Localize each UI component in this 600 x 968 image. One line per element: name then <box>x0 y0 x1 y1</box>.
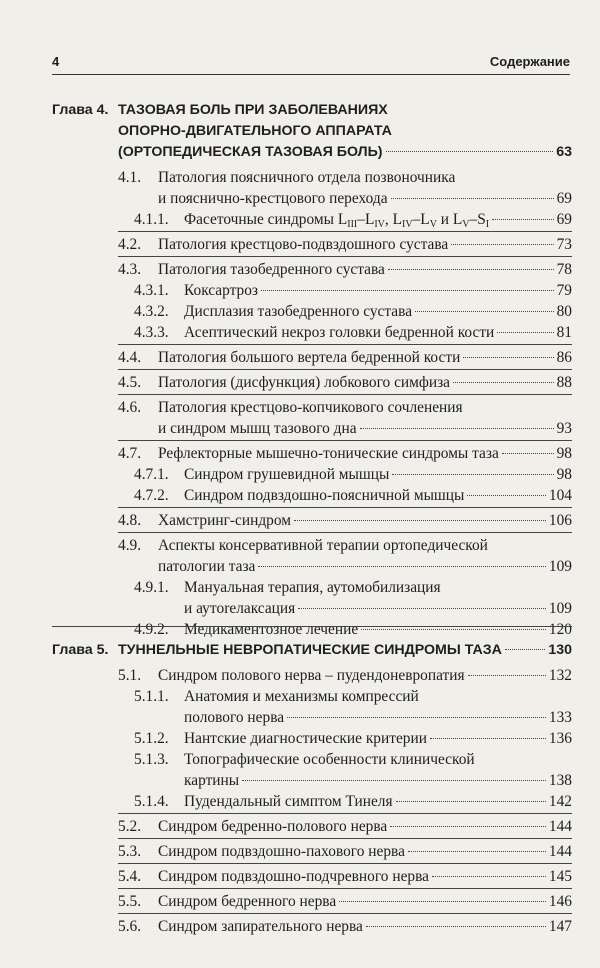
entry-title-line: Аспекты консервативной терапии ортопедической <box>158 537 488 554</box>
dot-leader <box>463 357 553 358</box>
entry-page-number: 104 <box>548 487 572 504</box>
entry-number: 5.2. <box>118 818 142 835</box>
entry-title: Синдром бедренного нерва <box>158 893 337 910</box>
entry-title-line: Патология крестцово-копчикового сочленения <box>158 399 463 416</box>
dot-leader <box>392 474 553 475</box>
entry-title: полового нерва <box>184 709 285 726</box>
formula-part: V <box>462 219 470 230</box>
toc-entry <box>118 259 572 280</box>
chapter-title: (ОРТОПЕДИЧЕСКАЯ ТАЗОВАЯ БОЛЬ) <box>118 144 383 160</box>
dot-leader <box>430 738 546 739</box>
entry-number: 4.3.2. <box>134 303 169 320</box>
entry-page-number: 144 <box>548 818 572 835</box>
dot-leader <box>391 198 554 199</box>
chapter-heading <box>118 142 572 163</box>
entry-title: Синдром подвздошно-подчревного нерва <box>158 868 429 885</box>
entry-number: 4.7. <box>118 445 142 462</box>
toc-entry <box>134 280 572 301</box>
entry-page-number: 120 <box>548 621 572 638</box>
entry-title: Хамстринг-синдром <box>158 512 292 529</box>
entry-page-number: 145 <box>548 868 572 885</box>
toc-entry <box>134 485 572 506</box>
dot-leader <box>294 520 546 521</box>
entry-number: 4.1.1. <box>134 211 169 228</box>
section-divider <box>118 440 572 441</box>
entry-number: 4.6. <box>118 399 142 416</box>
entry-title: Синдром полового нерва – пудендоневропатия <box>158 667 465 684</box>
dot-leader <box>502 453 554 454</box>
toc-entry <box>134 619 572 640</box>
entry-title: Синдром запирательного нерва <box>158 918 363 935</box>
entry-title: Дисплазия тазобедренного сустава <box>184 303 413 320</box>
formula-part: L <box>452 211 463 228</box>
entry-page-number: 88 <box>556 374 572 391</box>
dot-leader <box>505 649 545 650</box>
entry-number: 4.9. <box>118 537 142 554</box>
toc-entry <box>118 816 572 837</box>
entry-number: 4.9.1. <box>134 579 169 596</box>
toc-entry-line <box>134 577 572 598</box>
dot-leader <box>388 269 554 270</box>
entry-page-number: 133 <box>548 709 572 726</box>
formula-part: L <box>420 211 430 228</box>
dot-leader <box>468 675 546 676</box>
toc-entry <box>118 891 572 912</box>
formula-part: – <box>357 211 365 228</box>
entry-number: 5.5. <box>118 893 142 910</box>
toc-entry <box>118 347 572 368</box>
entry-title: и пояснично-крестцового перехода <box>158 190 388 207</box>
formula-part: – <box>412 211 421 228</box>
entry-title: Синдром подвздошно-поясничной мышцы <box>184 487 465 504</box>
entry-number: 5.1.4. <box>134 793 169 810</box>
dot-leader <box>497 332 553 333</box>
entry-page-number: 136 <box>548 730 572 747</box>
chapter-title-line: ТАЗОВАЯ БОЛЬ ПРИ ЗАБОЛЕВАНИЯХ <box>118 102 388 118</box>
formula-part: L <box>392 211 403 228</box>
entry-title: Патология тазобедренного сустава <box>158 261 385 278</box>
formula-part: S <box>477 211 486 228</box>
chapter-title-line: ОПОРНО-ДВИГАТЕЛЬНОГО АППАРАТА <box>118 123 392 139</box>
entry-title: и синдром мышц тазового дна <box>158 420 357 437</box>
section-divider <box>118 888 572 889</box>
entry-title-line: Мануальная терапия, аутомобилизация <box>184 579 441 596</box>
section-divider <box>118 369 572 370</box>
toc-entry <box>134 301 572 322</box>
toc-entry <box>134 728 572 749</box>
entry-number: 4.4. <box>118 349 142 366</box>
toc-entry <box>118 866 572 887</box>
toc-entry <box>134 209 572 230</box>
entry-number: 5.1. <box>118 667 142 684</box>
entry-title: Медикаментозное лечение <box>184 621 359 638</box>
entry-title-line: Патология поясничного отдела позвоночника <box>158 169 456 186</box>
entry-number: 5.4. <box>118 868 142 885</box>
dot-leader <box>339 901 546 902</box>
section-divider <box>118 838 572 839</box>
toc-entry-line <box>134 686 572 707</box>
running-header <box>52 50 570 75</box>
dot-leader <box>451 244 553 245</box>
entry-title: и аутorелаксация <box>184 600 296 617</box>
chapter-heading <box>52 640 572 661</box>
entry-number: 4.9.2. <box>134 621 169 638</box>
section-divider <box>118 344 572 345</box>
entry-title: Асептический некроз головки бедренной кости <box>184 324 495 341</box>
section-divider <box>118 256 572 257</box>
entry-title: Синдром бедренно-полового нерва <box>158 818 388 835</box>
dot-leader <box>366 926 546 927</box>
entry-title: Нантские диагностические критерии <box>184 730 427 747</box>
entry-number: 4.3.3. <box>134 324 169 341</box>
toc-entry-line <box>118 535 572 556</box>
entry-page-number: 146 <box>548 893 572 910</box>
entry-number: 5.3. <box>118 843 142 860</box>
entry-title: Фасеточные синдромы $L_{III}-L_{IV}$, $L_{IV}-L_V$ и $L_V-S_I$ <box>184 211 490 230</box>
formula-part: L <box>364 211 375 228</box>
entry-page-number: 109 <box>548 558 572 575</box>
section-divider <box>118 532 572 533</box>
dot-leader <box>432 876 546 877</box>
entry-number: 5.6. <box>118 918 142 935</box>
entry-title: Рефлекторные мышечно-тонические синдромы таза <box>158 445 499 462</box>
entry-page-number: 78 <box>556 261 572 278</box>
entry-title: Синдром подвздошно-пахового нерва <box>158 843 405 860</box>
entry-page-number: 109 <box>548 600 572 617</box>
toc-entry <box>118 916 572 937</box>
formula-part: V <box>429 219 437 230</box>
entry-page-number: 80 <box>556 303 572 320</box>
entry-title-line: Топографические особенности клинической <box>184 751 475 768</box>
section-divider <box>118 913 572 914</box>
entry-page-number: 69 <box>556 190 572 207</box>
entry-number: 4.3.1. <box>134 282 169 299</box>
dot-leader <box>298 608 546 609</box>
chapter-heading-line <box>52 100 572 121</box>
section-divider <box>118 231 572 232</box>
formula-part: IV <box>402 219 413 230</box>
entry-number: 4.3. <box>118 261 142 278</box>
formula-part: – <box>469 211 478 228</box>
entry-page-number: 132 <box>548 667 572 684</box>
dot-leader <box>361 629 546 630</box>
toc-entry-line <box>118 397 572 418</box>
entry-title: Патология большого вертела бедренной кости <box>158 349 461 366</box>
entry-page-number: 144 <box>548 843 572 860</box>
formula-part: L <box>337 211 348 228</box>
section-divider <box>118 813 572 814</box>
dot-leader <box>467 495 546 496</box>
toc-entry <box>118 556 572 577</box>
chapter-page-number: 130 <box>548 642 572 658</box>
chapter-label: Глава 5. <box>52 642 109 658</box>
entry-page-number: 106 <box>548 512 572 529</box>
dot-leader <box>408 851 546 852</box>
entry-page-number: 73 <box>556 236 572 253</box>
formula-part: IV <box>374 219 385 230</box>
entry-number: 4.1. <box>118 169 142 186</box>
toc-entry-line <box>134 749 572 770</box>
toc-entry <box>134 464 572 485</box>
formula-part: и <box>436 211 453 228</box>
formula-part: I <box>485 219 490 230</box>
section-divider <box>118 863 572 864</box>
dot-leader <box>261 290 554 291</box>
toc-entry-line <box>118 167 572 188</box>
entry-page-number: 147 <box>548 918 572 935</box>
dot-leader <box>453 382 554 383</box>
toc-entry <box>118 665 572 686</box>
entry-page-number: 98 <box>556 445 572 462</box>
entry-number: 4.8. <box>118 512 142 529</box>
running-title: Содержание <box>489 54 570 69</box>
toc-entry <box>118 841 572 862</box>
entry-page-number: 98 <box>556 466 572 483</box>
entry-title: Патология (дисфункция) лобкового симфиза <box>158 374 450 391</box>
entry-page-number: 138 <box>548 772 572 789</box>
toc-entry <box>118 372 572 393</box>
entry-number: 4.2. <box>118 236 142 253</box>
toc-entry <box>134 770 572 791</box>
toc-entry <box>118 510 572 531</box>
dot-leader <box>258 566 546 567</box>
chapter-divider <box>52 626 572 627</box>
formula-part: III <box>347 219 358 230</box>
toc-entry <box>134 707 572 728</box>
dot-leader <box>242 780 546 781</box>
toc-entry <box>134 791 572 812</box>
toc-entry <box>118 234 572 255</box>
dot-leader <box>396 801 546 802</box>
entry-title: Патология крестцово-подвздошного сустава <box>158 236 449 253</box>
entry-page-number: 69 <box>556 211 572 228</box>
toc-entry <box>118 443 572 464</box>
entry-number: 4.5. <box>118 374 142 391</box>
chapter-page-number: 63 <box>556 144 572 160</box>
entry-number: 5.1.3. <box>134 751 169 768</box>
entry-page-number: 142 <box>548 793 572 810</box>
entry-page-number: 81 <box>556 324 572 341</box>
entry-number: 4.7.1. <box>134 466 169 483</box>
section-divider <box>118 394 572 395</box>
entry-title: патологии таза <box>158 558 256 575</box>
dot-leader <box>415 311 554 312</box>
chapter-title: ТУННЕЛЬНЫЕ НЕВРОПАТИЧЕСКИЕ СИНДРОМЫ ТАЗА <box>118 642 502 658</box>
toc-entry <box>134 322 572 343</box>
section-divider <box>118 507 572 508</box>
toc-entry <box>118 418 572 439</box>
entry-page-number: 93 <box>556 420 572 437</box>
entry-number: 5.1.1. <box>134 688 169 705</box>
dot-leader <box>386 151 554 152</box>
formula-part: , <box>384 211 393 228</box>
toc-entry <box>134 598 572 619</box>
toc-entry <box>118 188 572 209</box>
dot-leader <box>360 428 554 429</box>
entry-title-line: Анатомия и механизмы компрессий <box>184 688 419 705</box>
dot-leader <box>287 717 546 718</box>
entry-page-number: 79 <box>556 282 572 299</box>
entry-title: Синдром грушевидной мышцы <box>184 466 390 483</box>
entry-title: картины <box>184 772 240 789</box>
dot-leader <box>492 219 554 220</box>
entry-title: Коксартроз <box>184 282 259 299</box>
chapter-label: Глава 4. <box>52 102 109 118</box>
dot-leader <box>390 826 546 827</box>
entry-title: Пудендальный симптом Тинеля <box>184 793 393 810</box>
entry-number: 4.7.2. <box>134 487 169 504</box>
entry-page-number: 86 <box>556 349 572 366</box>
entry-number: 5.1.2. <box>134 730 169 747</box>
page-number: 4 <box>52 54 60 69</box>
